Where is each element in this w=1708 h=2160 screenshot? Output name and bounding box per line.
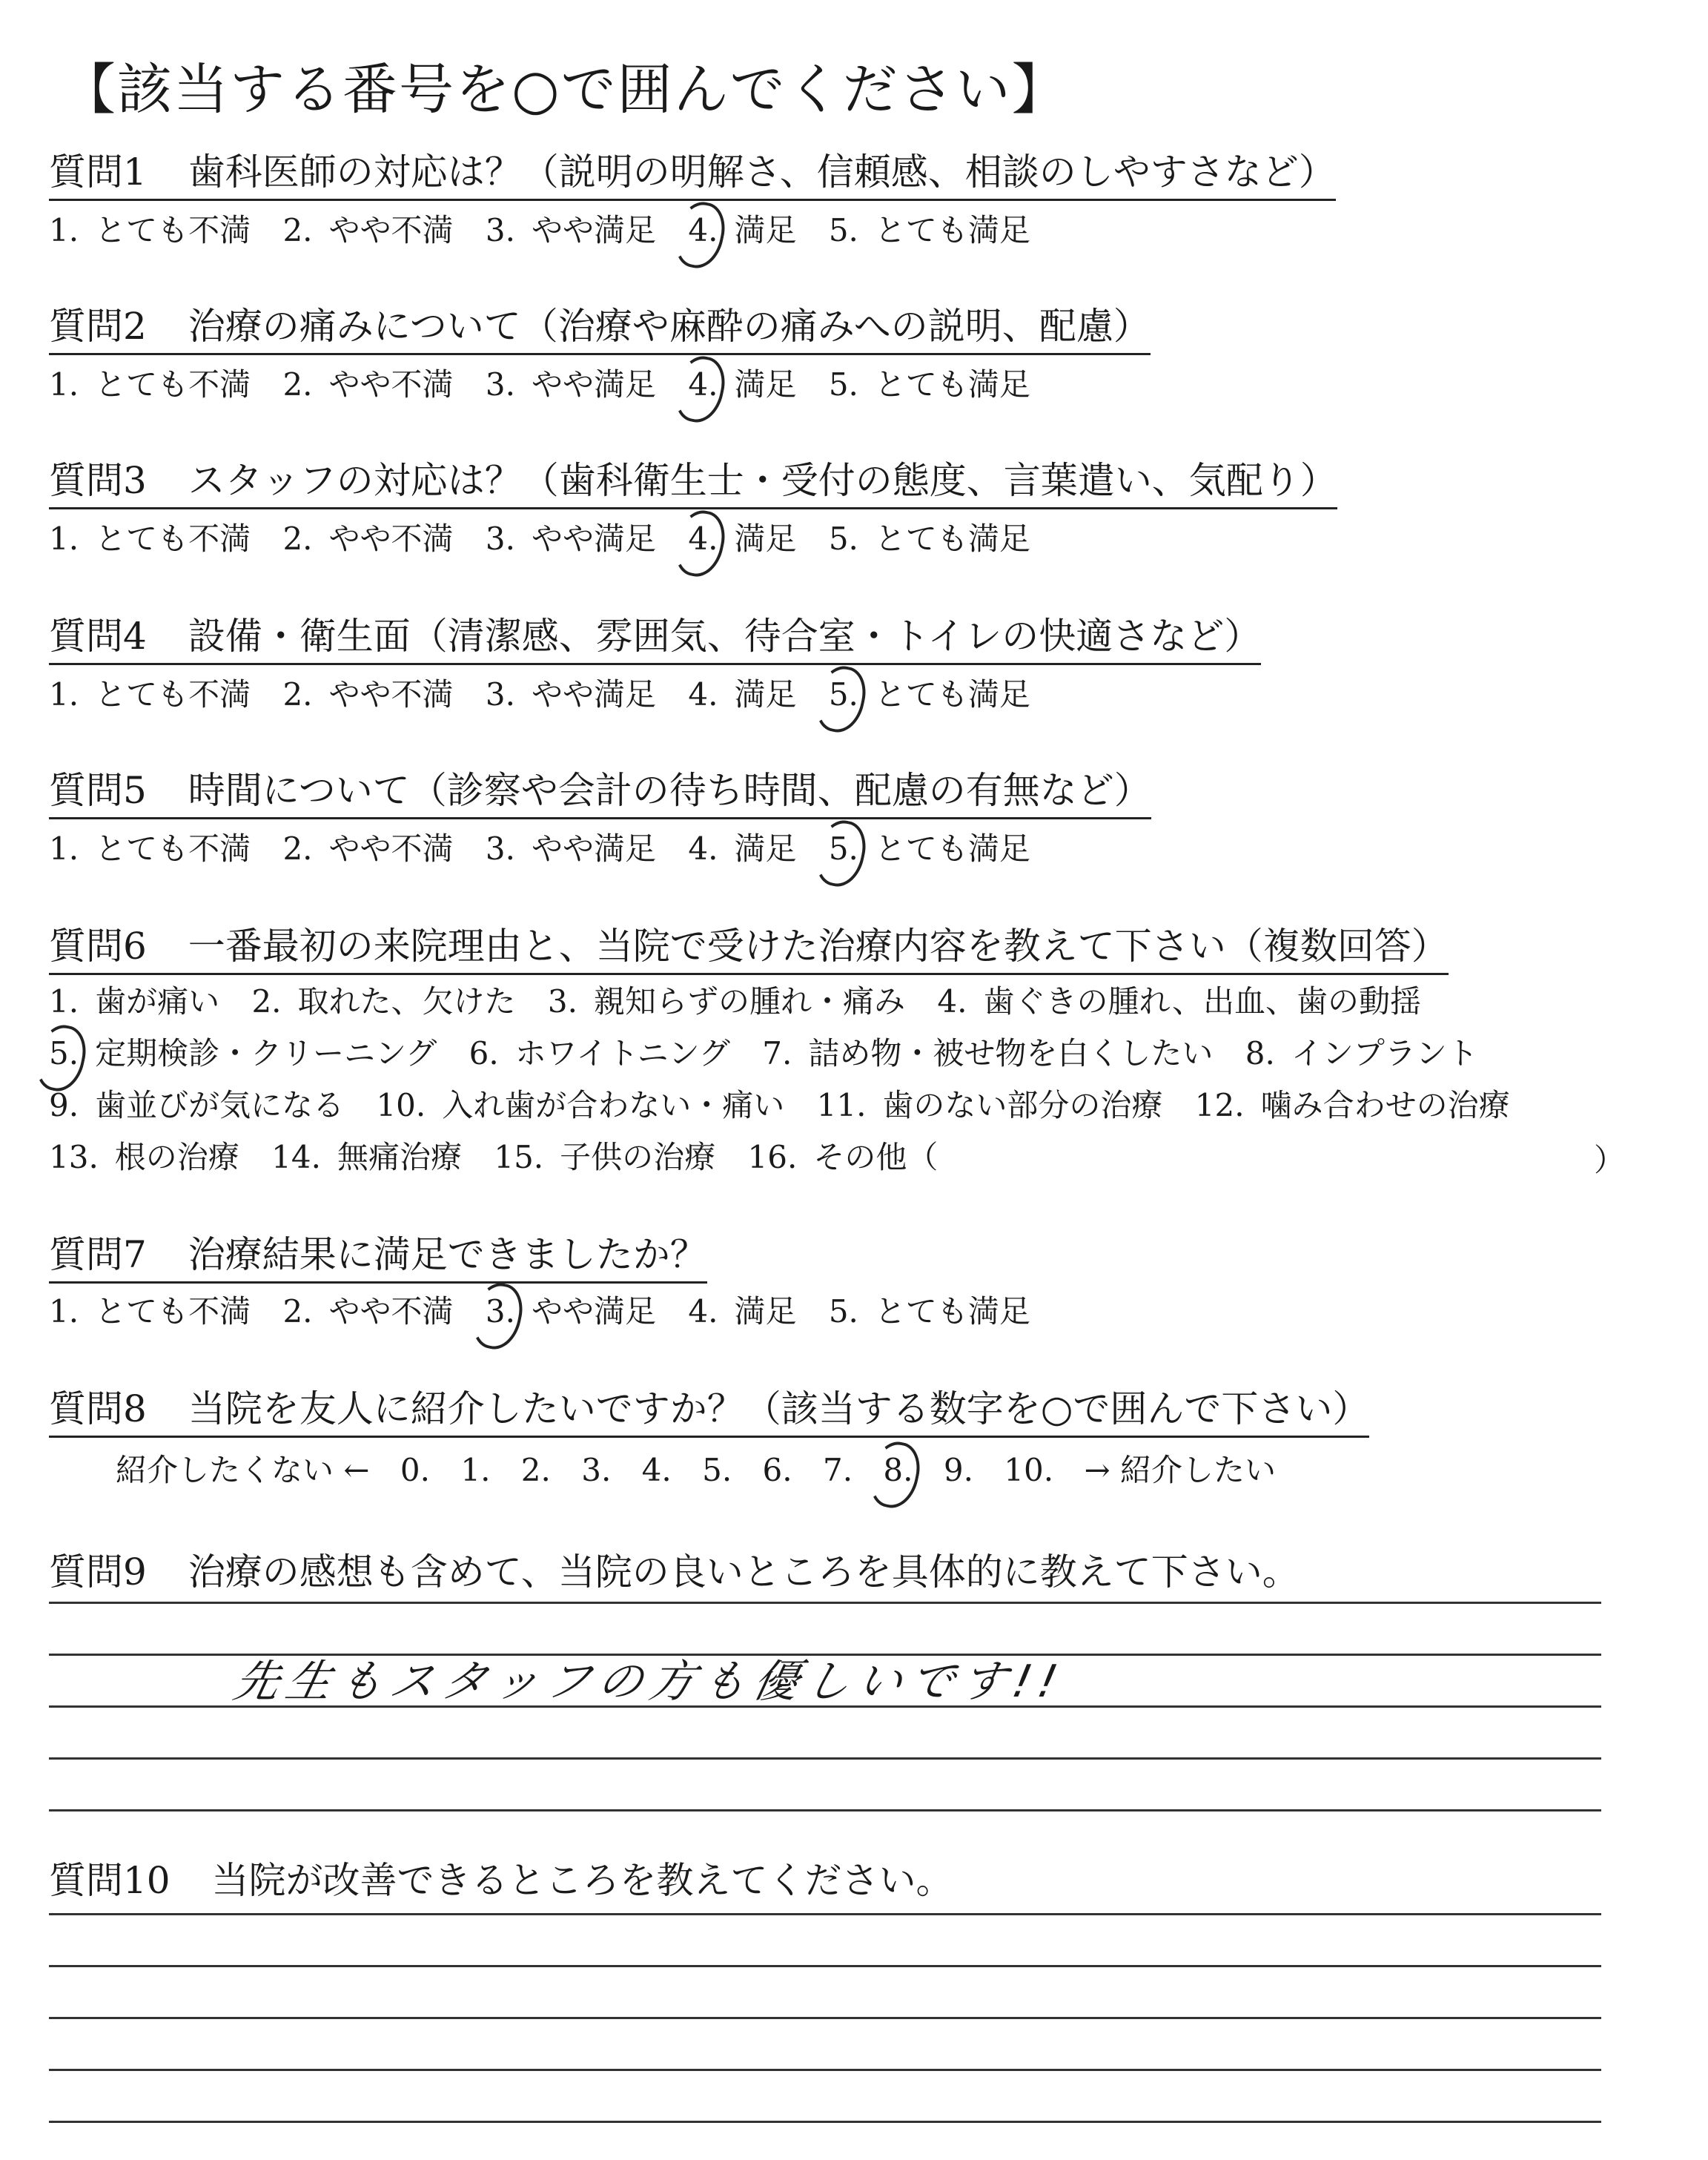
question-7-title — [49, 1234, 707, 1284]
q8-score-3[interactable]: 3. — [581, 1452, 612, 1488]
q2-option-3[interactable]: 3. やや満足 — [485, 366, 656, 403]
question-8-text: 当院を友人に紹介したいですか？（該当する数字を○で囲んで下さい） — [188, 1387, 1370, 1430]
q4-option-4[interactable]: 4. 満足 — [688, 676, 797, 713]
question-10-text: 当院が改善できるところを教えてください。 — [211, 1859, 953, 1902]
q2-option-5[interactable]: 5. とても満足 — [828, 366, 1030, 403]
q8-score-10[interactable]: 10. — [1004, 1452, 1054, 1488]
question-3-options — [49, 521, 1053, 558]
question-1-options — [49, 212, 1053, 249]
q3-option-5[interactable]: 5. とても満足 — [828, 521, 1030, 557]
question-7-label: 質問7 — [49, 1233, 147, 1276]
q8-score-7[interactable]: 7. — [822, 1452, 853, 1488]
question-9-title — [49, 1542, 1300, 1596]
q3-option-4-selected[interactable]: 4. 満足 — [688, 521, 797, 557]
q8-score-0[interactable]: 0. — [400, 1452, 430, 1488]
answer-line — [49, 1757, 1601, 1760]
q1-option-2[interactable]: 2. やや不満 — [282, 212, 454, 248]
q6-item-6[interactable]: 6. ホワイトニング — [469, 1035, 730, 1071]
q4-option-2[interactable]: 2. やや不満 — [282, 676, 454, 713]
q1-option-3[interactable]: 3. やや満足 — [485, 212, 656, 248]
question-9-label: 質問9 — [49, 1550, 147, 1593]
page-title: 【該当する番号を○で囲んでください】 — [61, 58, 1068, 122]
q3-option-3[interactable]: 3. やや満足 — [485, 521, 656, 557]
q6-item-5-selected[interactable]: 5. 定期検診・クリーニング — [49, 1035, 437, 1071]
q6-item-2[interactable]: 2. 取れた、欠けた — [251, 983, 516, 1020]
q8-score-5[interactable]: 5. — [702, 1452, 732, 1488]
q8-score-6[interactable]: 6. — [762, 1452, 792, 1488]
circle-mark-icon: 5. — [828, 676, 858, 713]
q6-item-15[interactable]: 15. 子供の治療 — [494, 1139, 716, 1175]
q9-handwritten-answer[interactable]: 先生もスタッフの方も優しいです!! — [229, 1656, 1070, 1708]
question-9-text: 治療の感想も含めて、当院の良いところを具体的に教えて下さい。 — [188, 1550, 1300, 1593]
q5-option-1[interactable]: 1. とても不満 — [49, 830, 251, 867]
question-5-label: 質問5 — [49, 769, 147, 812]
answer-line[interactable] — [49, 2017, 1601, 2019]
question-5-options — [49, 830, 1053, 868]
question-2-text: 治療の痛みについて（治療や麻酔の痛みへの説明、配慮） — [188, 305, 1151, 348]
circle-mark-icon: 4. — [688, 521, 718, 557]
question-2-label: 質問2 — [49, 305, 147, 348]
question-10-label: 質問10 — [49, 1859, 171, 1902]
q1-option-5[interactable]: 5. とても満足 — [828, 212, 1030, 248]
q6-item-12[interactable]: 12. 噛み合わせの治療 — [1194, 1087, 1510, 1123]
q6-item-9[interactable]: 9. 歯並びが気になる — [49, 1087, 345, 1123]
question-2-title — [49, 305, 1151, 355]
q7-option-1[interactable]: 1. とても不満 — [49, 1293, 251, 1330]
question-4-label: 質問4 — [49, 615, 147, 658]
q6-item-16[interactable]: 16. その他（ — [747, 1139, 939, 1175]
question-10-title — [49, 1851, 953, 1904]
circle-mark-icon: 4. — [688, 212, 718, 248]
question-6-row-3 — [49, 1087, 1532, 1124]
q4-option-5-selected[interactable]: 5. とても満足 — [828, 676, 1030, 713]
q5-option-2[interactable]: 2. やや不満 — [282, 830, 454, 867]
answer-line[interactable] — [49, 2121, 1601, 2123]
q8-score-2[interactable]: 2. — [520, 1452, 551, 1488]
q7-option-2[interactable]: 2. やや不満 — [282, 1293, 454, 1330]
question-8-scale — [116, 1446, 1297, 1490]
question-3-title — [49, 460, 1337, 509]
q6-item-3[interactable]: 3. 親知らずの腫れ・痛み — [547, 983, 905, 1020]
q2-option-1[interactable]: 1. とても不満 — [49, 366, 251, 403]
q6-item-8[interactable]: 8. インプラント — [1245, 1035, 1478, 1071]
question-3-label: 質問3 — [49, 459, 147, 502]
question-4-text: 設備・衛生面（清潔感、雰囲気、待合室・トイレの快適さなど） — [188, 615, 1262, 658]
q5-option-5-selected[interactable]: 5. とても満足 — [828, 830, 1030, 867]
q1-option-4-selected[interactable]: 4. 満足 — [688, 212, 797, 248]
q5-option-3[interactable]: 3. やや満足 — [485, 830, 656, 867]
q6-item-7[interactable]: 7. 詰め物・被せ物を白くしたい — [762, 1035, 1214, 1071]
question-6-row-2 — [49, 1035, 1500, 1072]
answer-line — [49, 1602, 1601, 1604]
q7-option-5[interactable]: 5. とても満足 — [828, 1293, 1030, 1330]
question-3-text: スタッフの対応は？（歯科衛生士・受付の態度、言葉遣い、気配り） — [188, 459, 1337, 502]
q6-other-close-paren: ） — [1594, 1142, 1626, 1178]
question-6-label: 質問6 — [49, 925, 147, 968]
q2-option-4-selected[interactable]: 4. 満足 — [688, 366, 797, 403]
q8-score-9[interactable]: 9. — [943, 1452, 973, 1488]
q7-option-4[interactable]: 4. 満足 — [688, 1293, 797, 1330]
q2-option-2[interactable]: 2. やや不満 — [282, 366, 454, 403]
circle-mark-icon: 5. — [49, 1035, 79, 1071]
question-5-title — [49, 770, 1151, 819]
q6-item-11[interactable]: 11. 歯のない部分の治療 — [816, 1087, 1163, 1123]
question-1-title — [49, 151, 1336, 201]
q8-score-4[interactable]: 4. — [641, 1452, 672, 1488]
answer-line — [49, 1809, 1601, 1811]
question-6-text: 一番最初の来院理由と、当院で受けた治療内容を教えて下さい（複数回答） — [188, 925, 1449, 968]
q6-item-10[interactable]: 10. 入れ歯が合わない・痛い — [376, 1087, 785, 1123]
q8-score-1[interactable]: 1. — [460, 1452, 491, 1488]
question-1-text: 歯科医師の対応は？（説明の明解さ、信頼感、相談のしやすさなど） — [188, 151, 1336, 194]
question-1-label: 質問1 — [49, 151, 147, 194]
question-6-title — [49, 925, 1449, 975]
q3-option-2[interactable]: 2. やや不満 — [282, 521, 454, 557]
question-7-text: 治療結果に満足できましたか？ — [188, 1233, 707, 1276]
q6-item-14[interactable]: 14. 無痛治療 — [271, 1139, 462, 1175]
q3-option-1[interactable]: 1. とても不満 — [49, 521, 251, 557]
question-7-options — [49, 1293, 1053, 1330]
answer-line[interactable] — [49, 2069, 1601, 2071]
circle-mark-icon: 3. — [485, 1293, 515, 1330]
question-8-title — [49, 1388, 1369, 1438]
q8-score-8-selected[interactable]: 8. — [883, 1452, 913, 1488]
answer-line[interactable] — [49, 1965, 1601, 1967]
question-2-options — [49, 366, 1053, 403]
q6-item-1[interactable]: 1. 歯が痛い — [49, 983, 220, 1020]
question-4-options — [49, 676, 1053, 713]
q6-item-13[interactable]: 13. 根の治療 — [49, 1139, 239, 1175]
circle-mark-icon: 5. — [828, 830, 858, 867]
question-8-label: 質問8 — [49, 1387, 147, 1430]
q7-option-3-selected[interactable]: 3. やや満足 — [485, 1293, 656, 1330]
question-6-row-4 — [49, 1139, 960, 1176]
circle-mark-icon: 4. — [688, 366, 718, 403]
q4-option-3[interactable]: 3. やや満足 — [485, 676, 656, 713]
q5-option-4[interactable]: 4. 満足 — [688, 830, 797, 867]
question-6-row-1 — [49, 983, 1443, 1020]
q8-left-label: 紹介したくない ← — [116, 1452, 370, 1488]
question-5-text: 時間について（診察や会計の待ち時間、配慮の有無など） — [188, 769, 1151, 812]
q4-option-1[interactable]: 1. とても不満 — [49, 676, 251, 713]
question-4-title — [49, 615, 1261, 665]
q1-option-1[interactable]: 1. とても不満 — [49, 212, 251, 248]
q6-item-4[interactable]: 4. 歯ぐきの腫れ、出血、歯の動揺 — [937, 983, 1421, 1020]
answer-line[interactable] — [49, 1913, 1601, 1915]
q8-right-label: → 紹介したい — [1084, 1452, 1276, 1488]
answer-line — [49, 1705, 1601, 1708]
